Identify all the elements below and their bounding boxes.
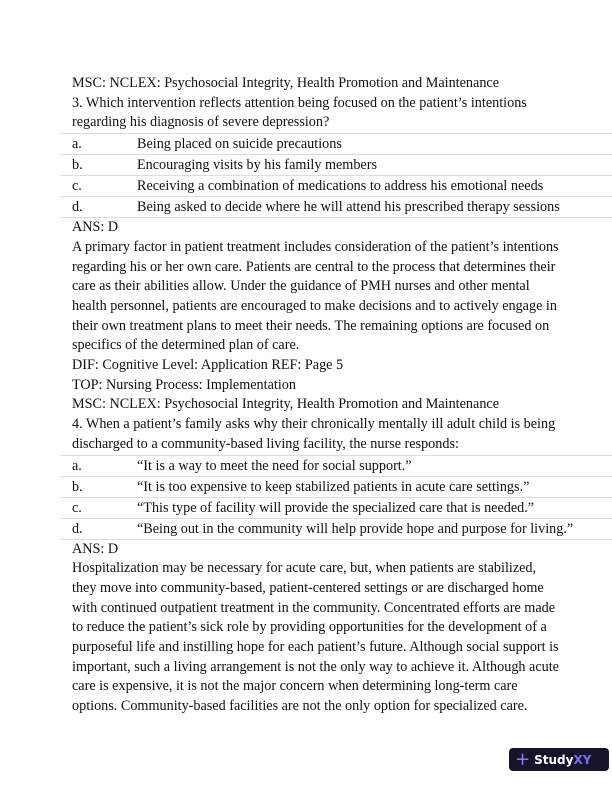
option-letter: b.: [60, 476, 137, 497]
text-line: TOP: Nursing Process: Implementation: [72, 376, 296, 393]
question-3-options: [60, 133, 612, 218]
option-text: “Being out in the community will help provide hope and purpose for living.”: [137, 518, 612, 539]
text-line: health personnel, patients are encouraged to make decisions and to actively engage in: [72, 297, 557, 314]
text-line: 3. Which intervention reflects attention being focused on the patient’s intentions: [72, 94, 527, 111]
option-text: “It is a way to meet the need for social support.”: [137, 455, 612, 476]
option-letter: a.: [60, 134, 137, 155]
option-letter: a.: [60, 455, 137, 476]
text-line: care as their abilities allow. Under the guidance of PMH nurses and other mental: [72, 278, 530, 295]
text-line: 4. When a patient’s family asks why their chronically mentally ill adult child is being: [72, 416, 556, 433]
option-letter: c.: [60, 497, 137, 518]
text-line: MSC: NCLEX: Psychosocial Integrity, Health Promotion and Maintenance: [72, 75, 500, 91]
text-line: options. Community-based facilities are not the only option for specialized care.: [72, 698, 528, 715]
text-line: MSC: NCLEX: Psychosocial Integrity, Health Promotion and Maintenance: [72, 396, 500, 413]
option-text: Encouraging visits by his family members: [137, 155, 612, 176]
option-row: [60, 518, 612, 539]
logo-text-xy: XY: [573, 752, 592, 767]
option-text: Receiving a combination of medications to address his emotional needs: [137, 176, 612, 197]
text-line: care is expensive, it is not the major concern when determining long-term care: [72, 678, 518, 695]
option-row: [60, 476, 612, 497]
text-line: DIF: Cognitive Level: Application REF: Page 5: [72, 357, 344, 374]
option-row: [60, 155, 612, 176]
text-line: ANS: D: [72, 219, 119, 236]
option-row: [60, 176, 612, 197]
text-line: they move into community-based, patient-centered settings or are discharged home: [72, 579, 544, 596]
option-letter: c.: [60, 176, 137, 197]
text-line: ANS: D: [72, 540, 119, 557]
logo-text-study: Study: [534, 752, 574, 767]
document-content: [72, 74, 612, 717]
option-letter: d.: [60, 518, 137, 539]
option-row: [60, 455, 612, 476]
text-line: Hospitalization may be necessary for acute care, but, when patients are stabilized,: [72, 560, 537, 577]
question-4-options: [60, 455, 612, 540]
text-line: regarding his or her own care. Patients are central to the process that determines their: [72, 258, 556, 275]
text-line: to reduce the patient’s sick role by providing opportunities for the development of a: [72, 619, 547, 636]
text-line: specifics of the determined plan of care.: [72, 337, 300, 354]
text-line: with continued outpatient treatment in the community. Concentrated efforts are made: [72, 599, 556, 616]
option-row: [60, 197, 612, 218]
option-row: [60, 134, 612, 155]
option-letter: b.: [60, 155, 137, 176]
option-text: “It is too expensive to keep stabilized patients in acute care settings.”: [137, 476, 612, 497]
option-text: “This type of facility will provide the specialized care that is needed.”: [137, 497, 612, 518]
question-4-answer: [72, 540, 612, 717]
studyxy-logo[interactable]: [509, 748, 609, 771]
question-3-answer-and-question-4: [72, 218, 612, 454]
text-line: regarding his diagnosis of severe depression?: [72, 114, 330, 131]
text-line: A primary factor in patient treatment includes consideration of the patient’s intentions: [72, 238, 559, 255]
plus-icon: +: [515, 749, 531, 770]
text-line: important, such a living arrangement is not the only way to achieve it. Although acute: [72, 658, 559, 675]
option-row: [60, 497, 612, 518]
option-text: Being placed on suicide precautions: [137, 134, 612, 155]
question-3-header: [72, 74, 612, 133]
text-line: purposeful life and instilling hope for each patient’s future. Although social support is: [72, 639, 559, 656]
option-text: Being asked to decide where he will attend his prescribed therapy sessions: [137, 197, 612, 218]
text-line: their own treatment plans to meet their needs. The remaining options are focused on: [72, 317, 550, 334]
text-line: discharged to a community-based living facility, the nurse responds:: [72, 435, 459, 452]
option-letter: d.: [60, 197, 137, 218]
